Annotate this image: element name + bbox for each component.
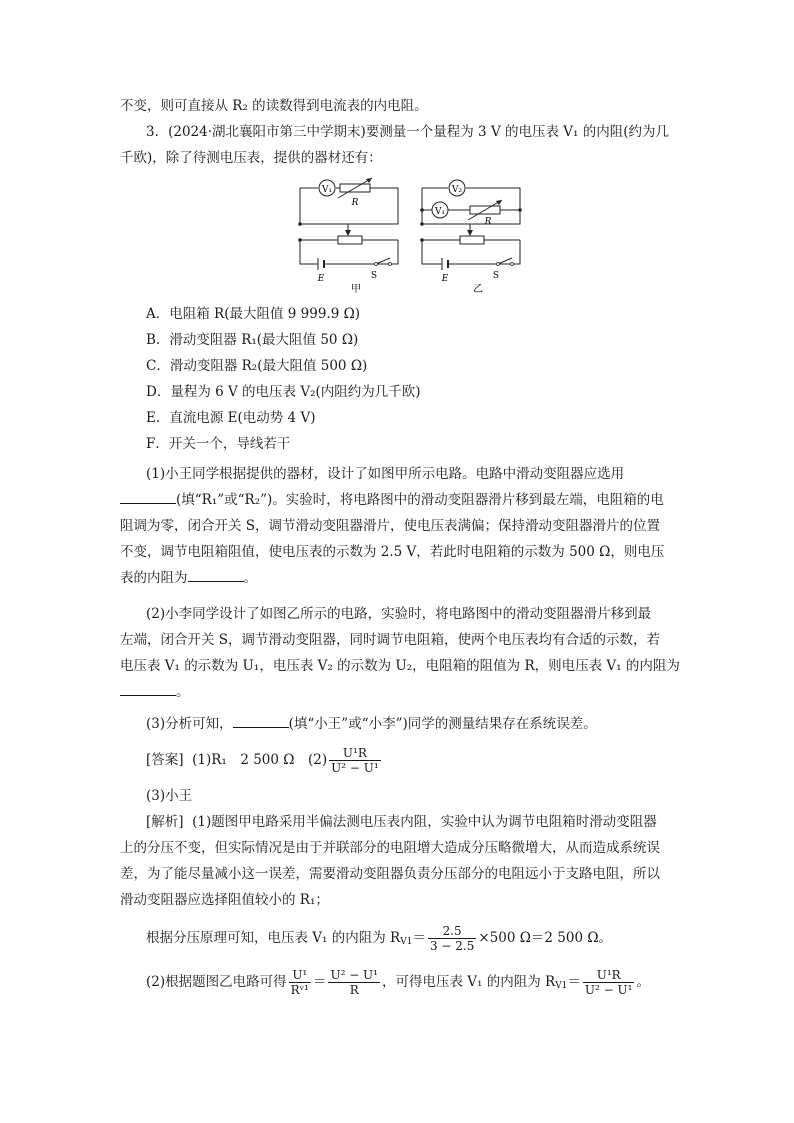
analysis-fraction-1: $\frac{2.5}{3 - 2.5}$ [429, 924, 475, 953]
answer-part3: (3)小王 [146, 788, 193, 804]
answer-fraction: $\frac{\text{U¹R}}{\text{U² − U¹}}$ [331, 746, 379, 775]
part1-line-5: 表的内阻为 。 [120, 570, 257, 586]
answer-blank-1 [120, 491, 176, 504]
part2-line-3: 电压表 V₁ 的示数为 U₁，电压表 V₂ 的示数为 U₂，电阻箱的阻值为 R，则电压表 V₁ 的内阻为 [120, 658, 680, 674]
answer-blank-4 [233, 715, 289, 728]
circuit-diagram-yi [412, 174, 532, 294]
e-label-yi: E [441, 274, 449, 284]
part2-line-2: 左端，闭合开关 S，调节滑动变阻器，同时调节电阻箱，使两个电压表均有合适的示数，若 [120, 632, 661, 648]
caption-jia: 甲 [351, 284, 361, 294]
s-label-yi: S [492, 271, 500, 281]
r-label-yi: R [484, 217, 492, 227]
option-a: A．电阻箱 R(最大阻值 9 999.9 Ω) [146, 306, 361, 322]
answer-tag: [答案] [146, 752, 184, 768]
answer-line: [答案] (1)R₁ 2 500 Ω (2) $\frac{\text{U¹R}}{\text{U² − U¹}}$ [146, 746, 379, 775]
s-label-jia: S [370, 271, 378, 281]
intro-line: 不变，则可直接从 R₂ 的读数得到电流表的内电阻。 [120, 98, 428, 114]
circuit-diagram-jia [290, 174, 410, 294]
v1-label-jia: V₁ [321, 185, 333, 195]
part3-line: (3)分析可知， (填“小王”或“小李”)同学的测量结果存在系统误差。 [146, 716, 597, 732]
caption-yi: 乙 [473, 284, 483, 294]
option-f: F．开关一个，导线若干 [146, 436, 291, 452]
analysis-line-6: (2)根据题图乙电路可得 $\frac{\text{U¹}}{\text{Rᵛ¹}}$ ＝ $\frac{\text{U² − U¹}}{R}$ ，可得电压表 V₁ 的内阻为 $R_{V1}=$ $\frac{\text{U¹R}}{\text{U² − U¹}}$ 。 [146, 968, 650, 997]
analysis-line-5: 根据分压原理可知，电压表 V₁ 的内阻为 $R_{V1}=$ $\frac{2.5}{3 - 2.5}$ ×500 Ω＝2 500 Ω。 [146, 924, 613, 953]
part2-line-1: (2)小李同学设计了如图乙所示的电路，实验时，将电路图中的滑动变阻器滑片移到最 [146, 606, 652, 622]
analysis-line-1: [解析] (1)题图甲电路采用半偏法测电压表内阻，实验中认为调节电阻箱时滑动变阻器 [146, 814, 657, 830]
part1-line-1: (1)小王同学根据提供的器材，设计了如图甲所示电路。电路中滑动变阻器应选用 [146, 466, 625, 482]
analysis-line-2: 上的分压不变，但实际情况是由于并联部分的电阻增大造成分压略微增大，从而造成系统误 [120, 840, 660, 856]
option-d: D．量程为 6 V 的电压表 V₂(内阻约为几千欧) [146, 384, 421, 400]
part1-line-3: 阻调为零，闭合开关 S，调节滑动变阻器滑片，使电压表满偏；保持滑动变阻器滑片的位置 [120, 518, 661, 534]
r-label-jia: R [351, 198, 359, 208]
question-line-2: 千欧)，除了待测电压表，提供的器材还有： [120, 150, 382, 166]
analysis-line-4: 滑动变阻器应选择阻值较小的 R₁； [120, 892, 329, 908]
v2-label-yi: V₂ [451, 185, 463, 195]
analysis-fraction-4: $\frac{\text{U¹R}}{\text{U² − U¹}}$ [584, 968, 633, 997]
answer-blank-2 [188, 569, 244, 582]
e-label-jia: E [317, 274, 325, 284]
v1-label-yi: V₁ [434, 207, 446, 217]
part2-line-4: 。 [120, 682, 680, 702]
answer-blank-3 [120, 683, 176, 696]
option-c: C．滑动变阻器 R₂(最大阻值 500 Ω) [146, 358, 368, 374]
analysis-tag: [解析] [146, 814, 184, 830]
analysis-fraction-2: $\frac{\text{U¹}}{\text{Rᵛ¹}}$ [290, 968, 309, 997]
analysis-fraction-3: $\frac{\text{U² − U¹}}{R}$ [330, 968, 378, 997]
part1-line-4: 不变，调节电阻箱阻值，使电压表的示数为 2.5 V，若此时电阻箱的示数为 500 Ω，则电压 [120, 544, 665, 560]
option-e: E．直流电源 E(电动势 4 V) [146, 410, 316, 426]
part1-line-2: (填“R₁”或“R₂”)。实验时，将电路图中的滑动变阻器滑片移到最左端，电阻箱的电 [120, 490, 680, 510]
analysis-line-3: 差，为了能尽量减小这一误差，需要滑动变阻器负责分压部分的电阻远小于支路电阻，所以 [120, 866, 660, 882]
question-line-1: 3．(2024·湖北襄阳市第三中学期末)要测量一个量程为 3 V 的电压表 V₁ 的内阻(约为几 [146, 124, 669, 140]
option-b: B．滑动变阻器 R₁(最大阻值 50 Ω) [146, 332, 359, 348]
